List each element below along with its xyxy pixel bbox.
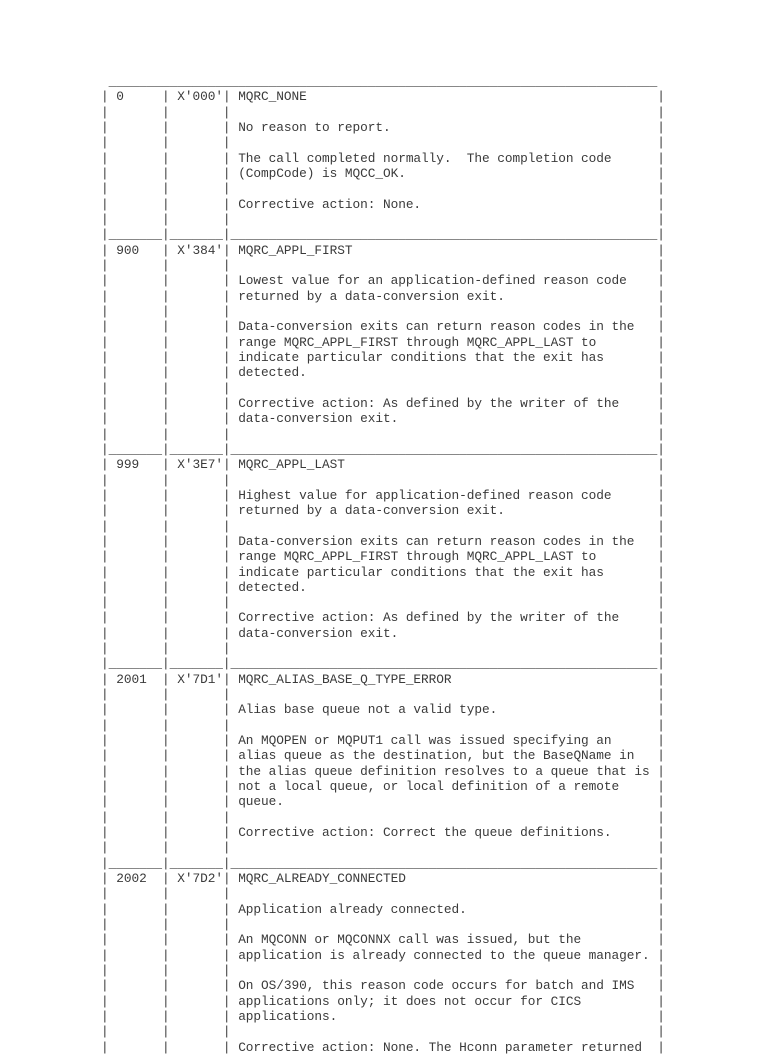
description-line: The call completed normally. The completion code	[238, 150, 612, 166]
description-line: An MQOPEN or MQPUT1 call was issued specifying an	[238, 733, 612, 749]
table-row: | 2002 | X'7D2'| MQRC_ALREADY_CONNECTED | | | | | | | | Application already connected. | | | | | | | | An MQCONN or MQCONNX call was issued, but the | | | | application is already connected to the queue manager. | | | | | | | | On OS/390, this reason code occurs for batch and IMS | | | | applications only; it does not occur for CICS | | | | applications. | | | | | | | | Corrective action: None. The Hconn parameter returned |	[101, 871, 665, 1055]
description-line: returned by a data-conversion exit.	[238, 503, 505, 519]
description-line: data-conversion exit.	[238, 625, 399, 641]
description-line: An MQCONN or MQCONNX call was issued, but the	[238, 932, 582, 948]
table-row: | 2001 | X'7D1'| MQRC_ALIAS_BASE_Q_TYPE_ERROR | | | | | | | | Alias base queue not a valid type. | | | | | | | | An MQOPEN or MQPUT1 call was issued specifying an | | | | alias queue as the destination, but the BaseQName in | | | | the alias queue definition resolves to a queue that is | | | | not a local queue, or local definition of a remote | | | | queue. | | | | | | | | Corrective action: Correct the queue definitions. | | | | | |_______|_______|________________________________________________________|	[101, 671, 665, 871]
hex-code: X'000'	[177, 89, 223, 105]
description-line: No reason to report.	[238, 119, 391, 135]
description-line: Alias base queue not a valid type.	[238, 702, 498, 718]
description-line: Highest value for application-defined reason code	[238, 487, 612, 503]
decimal-code: 999	[116, 457, 140, 473]
description-line: applications.	[238, 1009, 338, 1025]
hex-code: X'7D1'	[177, 671, 223, 687]
hex-code: X'384'	[177, 242, 223, 258]
description-line: not a local queue, or local definition of a remote	[238, 779, 620, 795]
reason-code-table: ________________________________________________________________________ | 0 | X'000'| MQRC_NONE | | | | | | | | No reason to report. | | | | | | | | The call completed normally. The completion code | | | | (CompCode) is MQCC_OK. | | | | | | | | Corrective action: None. | | | | | |_______|_______|________________________________________________________| | 900 | X'384'| MQRC_APPL_FIRST | | | | | | | | Lowest value for an application-defined reason code | | | | returned by a data-conversion exit. | | | | | | | | Data-conversion exits can return reason codes in the | | | | range MQRC_APPL_FIRST through MQRC_APPL_LAST to | | | | indicate particular conditions that the exit has | | | | detected. | | | | | | | | Corrective action: As defined by the writer of the | | | | data-conversion exit. | | | | | |_______|_______|________________________________________________________| | 999 | X'3E7'| MQRC_APPL_LAST | | | | | | | | Highest value for application-defined reason code | | | | returned by a data-conversion exit. | | | | | | | | Data-conversion exits can return reason codes in the | | | | range MQRC_APPL_FIRST through MQRC_APPL_LAST to | | | | indicate particular conditions that the exit has | | | | detected. | | | | | | | | Corrective action: As defined by the writer of the | | | | data-conversion exit. | | | | | |_______|_______|________________________________________________________| | 2001 | X'7D1'| MQRC_ALIAS_BASE_Q_TYPE_ERROR | | | | | | | | Alias base queue not a valid type. | | | | | | | | An MQOPEN or MQPUT1 call was issued specifying an | | | | alias queue as the destination, but the BaseQName in | | | | the alias queue definition resolves to a queue that is | | | | not a local queue, or local definition of a remote | | | | queue. | | | | | | | | Corrective action: Correct the queue definitions. | | | | | |_______|_______|________________________________________________________| | 2002 | X'7D2'| MQRC_ALREADY_CONNECTED | | | | | | | | Application already connected. | | | | | | | | An MQCONN or MQCONNX call was issued, but the | | | | application is already connected to the queue manager. | | | | | | | | On OS/390, this reason code occurs for batch and IMS | | | | applications only; it does not occur for CICS | | | | applications. | | | | | | | | Corrective action: None. The Hconn parameter returned |	[101, 74, 665, 1055]
description-line: detected.	[238, 365, 307, 381]
reason-name: MQRC_APPL_LAST	[238, 457, 345, 473]
description-line: (CompCode) is MQCC_OK.	[238, 165, 406, 181]
description-line: data-conversion exit.	[238, 411, 399, 427]
description-line: application is already connected to the queue manager.	[238, 947, 650, 963]
description-line: Application already connected.	[238, 901, 467, 917]
description-line: returned by a data-conversion exit.	[238, 288, 505, 304]
decimal-code: 900	[116, 242, 140, 258]
description-line: range MQRC_APPL_FIRST through MQRC_APPL_LAST to	[238, 334, 597, 350]
description-line: the alias queue definition resolves to a queue that is	[238, 763, 650, 779]
description-line: Lowest value for an application-defined reason code	[238, 273, 627, 289]
description-line: indicate particular conditions that the exit has	[238, 564, 604, 580]
description-line: On OS/390, this reason code occurs for batch and IMS	[238, 978, 635, 994]
table-row: | 0 | X'000'| MQRC_NONE | | | | | | | | No reason to report. | | | | | | | | The call completed normally. The completion code | | | | (CompCode) is MQCC_OK. | | | | | | | | Corrective action: None. | | | | | |_______|_______|________________________________________________________|	[101, 89, 665, 243]
description-line: Corrective action: As defined by the writer of the	[238, 610, 620, 626]
decimal-code: 2002	[116, 871, 147, 887]
decimal-code: 0	[116, 89, 124, 105]
decimal-code: 2001	[116, 671, 147, 687]
reason-name: MQRC_ALREADY_CONNECTED	[238, 871, 406, 887]
description-line: Data-conversion exits can return reason codes in the	[238, 533, 635, 549]
description-line: alias queue as the destination, but the BaseQName in	[238, 748, 635, 764]
description-line: queue.	[238, 794, 284, 810]
description-line: Corrective action: None.	[238, 196, 422, 212]
table-row: | 900 | X'384'| MQRC_APPL_FIRST | | | | | | | | Lowest value for an application-defined reason code | | | | returned by a data-conversion exit. | | | | | | | | Data-conversion exits can return reason codes in the | | | | range MQRC_APPL_FIRST through MQRC_APPL_LAST to | | | | indicate particular conditions that the exit has | | | | detected. | | | | | | | | Corrective action: As defined by the writer of the | | | | data-conversion exit. | | | | | |_______|_______|________________________________________________________|	[101, 242, 665, 457]
table-row: | 999 | X'3E7'| MQRC_APPL_LAST | | | | | | | | Highest value for application-defined reason code | | | | returned by a data-conversion exit. | | | | | | | | Data-conversion exits can return reason codes in the | | | | range MQRC_APPL_FIRST through MQRC_APPL_LAST to | | | | indicate particular conditions that the exit has | | | | detected. | | | | | | | | Corrective action: As defined by the writer of the | | | | data-conversion exit. | | | | | |_______|_______|________________________________________________________|	[101, 457, 665, 672]
description-line: indicate particular conditions that the exit has	[238, 349, 604, 365]
description-line: Corrective action: None. The Hconn parameter returned	[238, 1039, 643, 1055]
description-line: Corrective action: As defined by the writer of the	[238, 395, 620, 411]
reason-name: MQRC_NONE	[238, 89, 307, 105]
description-line: detected.	[238, 579, 307, 595]
description-line: Data-conversion exits can return reason codes in the	[238, 319, 635, 335]
description-line: applications only; it does not occur for CICS	[238, 993, 582, 1009]
hex-code: X'3E7'	[177, 457, 223, 473]
description-line: Corrective action: Correct the queue definitions.	[238, 825, 612, 841]
description-line: range MQRC_APPL_FIRST through MQRC_APPL_LAST to	[238, 549, 597, 565]
reason-name: MQRC_APPL_FIRST	[238, 242, 353, 258]
reason-name: MQRC_ALIAS_BASE_Q_TYPE_ERROR	[238, 671, 452, 687]
hex-code: X'7D2'	[177, 871, 223, 887]
